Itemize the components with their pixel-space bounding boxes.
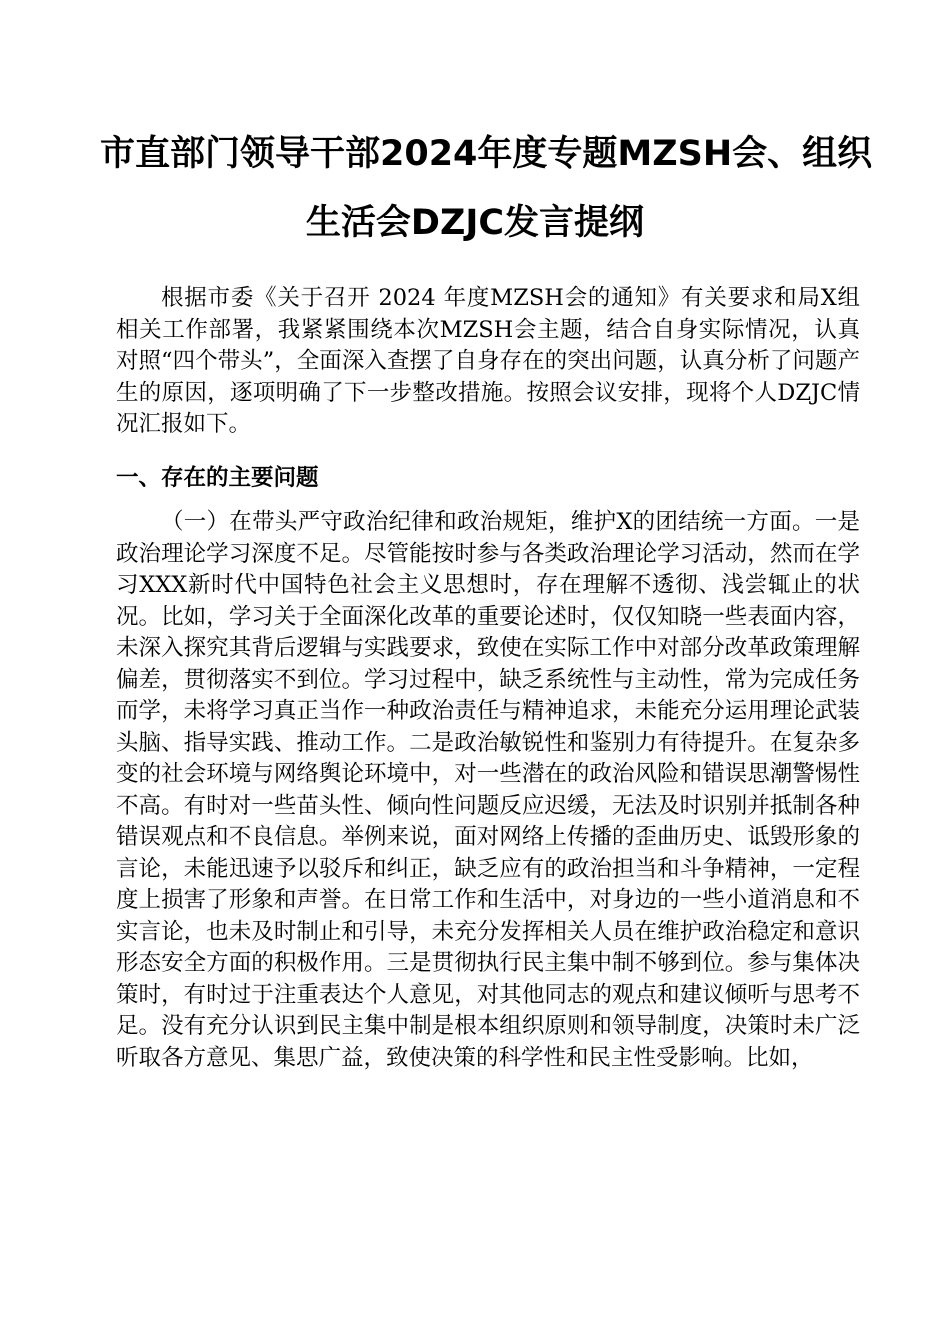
document-title-line-2: 生活会DZJC发言提纲 — [305, 203, 645, 243]
section-paragraph-political-discipline: （一）在带头严守政治纪律和政治规矩，维护X的团结统一方面。一是政治理论学习深度不足。尽管能按时参与各类政治理论学习活动，然而在学习XXX新时代中国特色社会主义思想时，存在理解不透彻、浅尝辄止的状况。比如，学习关于全面深化改革的重要论述时，仅仅知晓一些表面内容，未深入探究其背后逻辑与实践要求，致使在实际工作中对部分改革政策理解偏差，贯彻落实不到位。学习过程中，缺乏系统性与主动性，常为完成任务而学，未将学习真正当作一种政治责任与精神追求，未能充分运用理论武装头脑、指导实践、推动工作。二是政治敏锐性和鉴别力有待提升。在复杂多变的社会环境与网络舆论环境中，对一些潜在的政治风险和错误思潮警惕性不高。有时对一些苗头性、倾向性问题反应迟缓，无法及时识别并抵制各种错误观点和不良信息。举例来说，面对网络上传播的歪曲历史、诋毁形象的言论，未能迅速予以驳斥和纠正，缺乏应有的政治担当和斗争精神，一定程度上损害了形象和声誉。在日常工作和生活中，对身边的一些小道消息和不实言论，也未及时制止和引导，未充分发挥相关人员在维护政治稳定和意识形态安全方面的积极作用。三是贯彻执行民主集中制不够到位。参与集体决策时，有时过于注重表达个人意见，对其他同志的观点和建议倾听与思考不足。没有充分认识到民主集中制是根本组织原则和领导制度，决策时未广泛听取各方意见、集思广益，致使决策的科学性和民主性受影响。比如， — [116, 509, 860, 1071]
document-title-line-1: 市直部门领导干部2024年度专题MZSH会、组织 — [100, 134, 873, 174]
intro-paragraph: 根据市委《关于召开 2024 年度MZSH会的通知》有关要求和局X组相关工作部署，我紧紧围绕本次MZSH会主题，结合自身实际情况，认真对照“四个带头”，全面深入查摆了自身存在的突出问题，认真分析了问题产生的原因，逐项明确了下一步整改措施。按照会议安排，现将个人DZJC情况汇报如下。 — [116, 285, 860, 437]
section-heading-problems: 一、存在的主要问题 — [116, 465, 319, 491]
